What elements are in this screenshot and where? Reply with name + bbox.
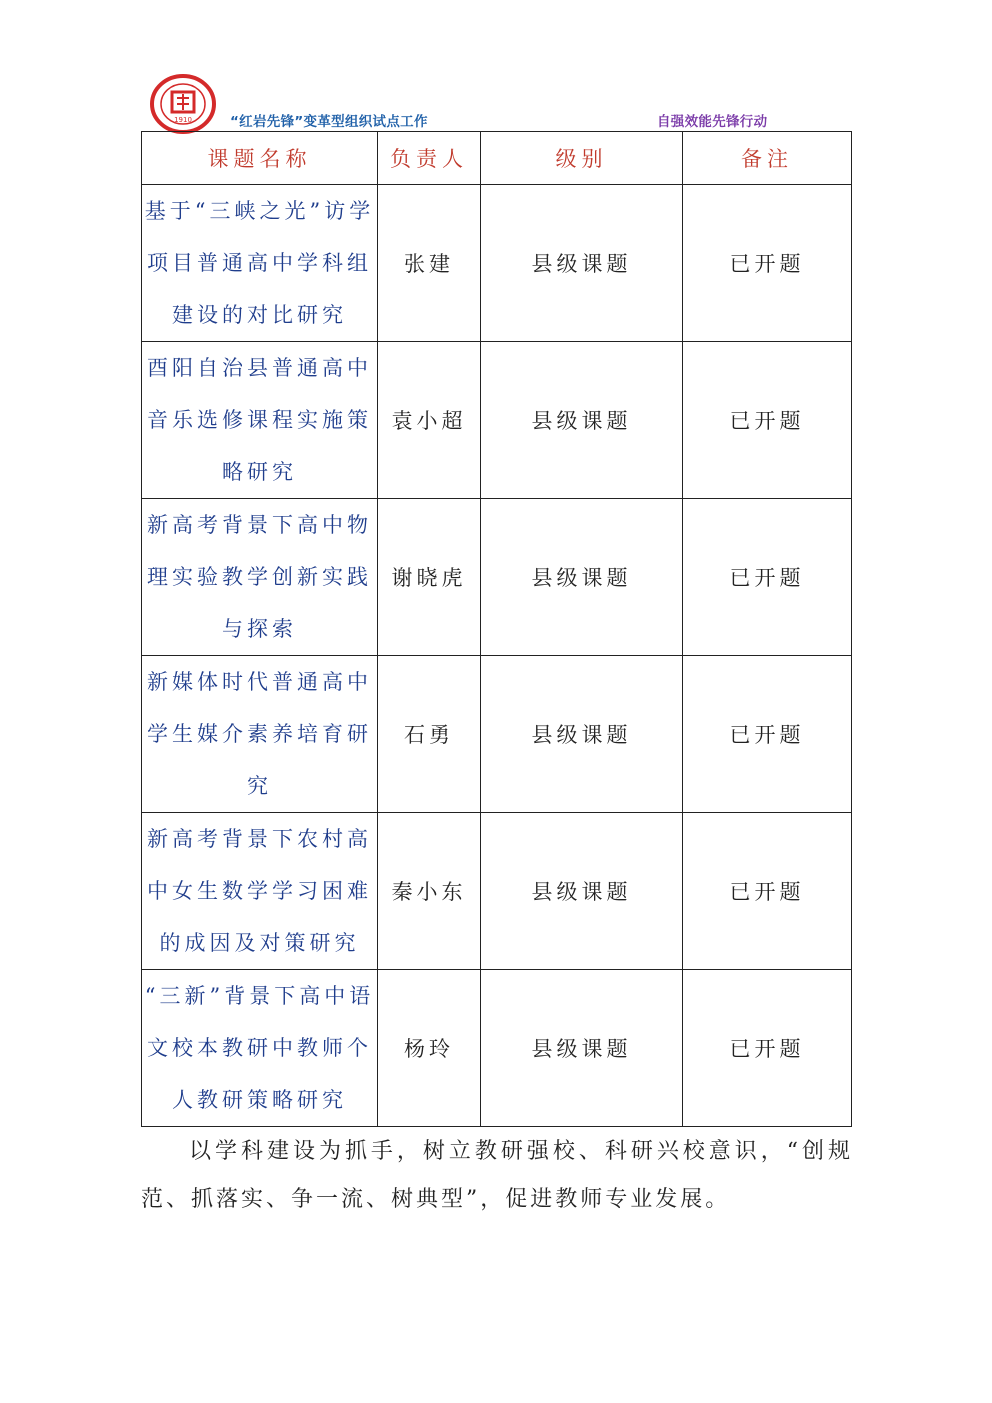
research-topics-table (141, 131, 852, 1127)
person-cell: 石勇 (378, 656, 481, 813)
note-cell: 已开题 (683, 499, 852, 656)
seal-icon (150, 74, 216, 134)
note-cell: 已开题 (683, 970, 852, 1127)
note-cell: 已开题 (683, 656, 852, 813)
seal-year: 1910 (174, 116, 192, 124)
topic-cell: 酉阳自治县普通高中音乐选修课程实施策略研究 (142, 342, 378, 499)
level-cell: 县级课题 (481, 813, 683, 970)
table-header-row (142, 132, 852, 185)
topic-cell: 新媒体时代普通高中学生媒介素养培育研究 (142, 656, 378, 813)
table-row (142, 342, 852, 499)
table-row (142, 970, 852, 1127)
body-paragraph: 以学科建设为抓手，树立教研强校、科研兴校意识，“创规范、抓落实、争一流、树典型”，促进教师专业发展。 (141, 1139, 853, 1212)
level-cell: 县级课题 (481, 185, 683, 342)
topic-cell: “三新”背景下高中语文校本教研中教师个人教研策略研究 (142, 970, 378, 1127)
level-cell: 县级课题 (481, 499, 683, 656)
table-row (142, 813, 852, 970)
person-cell: 袁小超 (378, 342, 481, 499)
note-cell: 已开题 (683, 342, 852, 499)
table-row (142, 185, 852, 342)
topic-cell: 新高考背景下高中物理实验教学创新实践与探索 (142, 499, 378, 656)
topic-cell: 基于“三峡之光”访学项目普通高中学科组建设的对比研究 (142, 185, 378, 342)
person-cell: 谢晓虎 (378, 499, 481, 656)
header-person: 负责人 (378, 132, 481, 185)
person-cell: 秦小东 (378, 813, 481, 970)
school-seal-logo (150, 74, 216, 134)
topic-cell: 新高考背景下农村高中女生数学学习困难的成因及对策研究 (142, 813, 378, 970)
header-note: 备注 (683, 132, 852, 185)
level-cell: 县级课题 (481, 970, 683, 1127)
person-cell: 杨玲 (378, 970, 481, 1127)
table-row (142, 656, 852, 813)
level-cell: 县级课题 (481, 342, 683, 499)
table-row (142, 499, 852, 656)
header-right-title: 自强效能先锋行动 (657, 114, 768, 130)
person-cell: 张建 (378, 185, 481, 342)
header-left-title: “红岩先锋”变革型组织试点工作 (230, 114, 428, 130)
note-cell: 已开题 (683, 813, 852, 970)
note-cell: 已开题 (683, 185, 852, 342)
header-level: 级别 (481, 132, 683, 185)
level-cell: 县级课题 (481, 656, 683, 813)
header-topic: 课题名称 (142, 132, 378, 185)
